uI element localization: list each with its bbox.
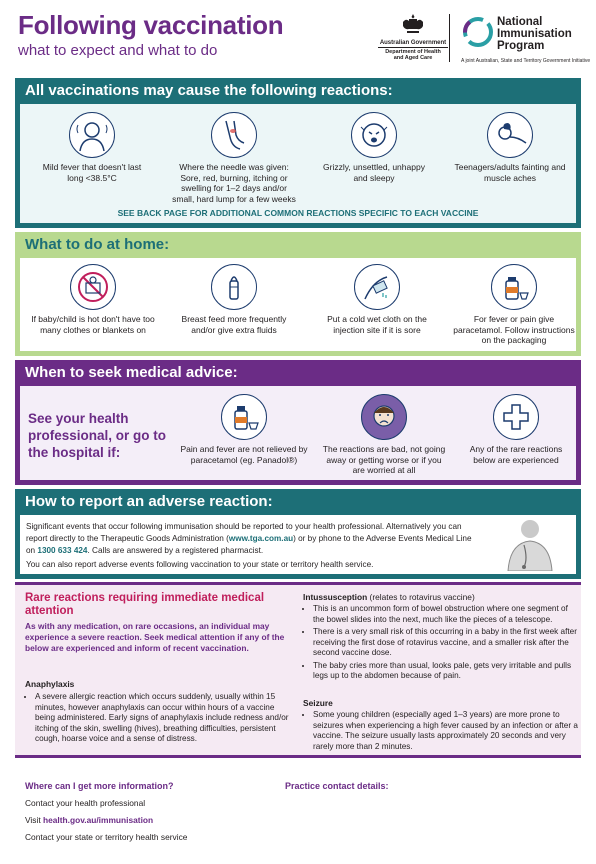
home-body <box>20 258 576 351</box>
anaphylaxis-list <box>25 692 293 747</box>
gov-line-1: Australian Government <box>379 40 447 46</box>
medical-item-worried <box>320 394 448 476</box>
health-gov-link[interactable]: health.gov.au/immunisation <box>43 815 154 825</box>
home-item-paracetamol <box>452 264 576 346</box>
intussusception-list <box>303 604 581 684</box>
rare-top-border <box>15 582 581 585</box>
logo-divider <box>449 14 450 62</box>
intussusception-point: • This is an uncommon form of bowel obstruction where one segment of the bowel slides into the next, much like the pieces of a telescope. <box>313 604 581 625</box>
rare-title: Rare reactions requiring immediate medical attention <box>25 592 265 617</box>
fainting-person-icon <box>487 112 533 158</box>
seizure-point: • Some young children (especially aged 1–3 years) are more prone to seizures when experiencing a high fever caused by an infection or after a vaccine. The seizure usually lasts approximately 20 seconds and very rarely more than 2 minutes. <box>313 710 581 752</box>
home-heading: What to do at home: <box>25 236 170 253</box>
practice-contact-heading: Practice contact details: <box>285 781 389 791</box>
rare-bottom-border <box>15 755 581 758</box>
more-info-heading: Where can I get more information? <box>25 781 174 791</box>
medical-panel <box>15 360 581 485</box>
reaction-fever-text: Mild fever that doesn't last long <38.5°C <box>42 162 142 183</box>
nip-line-3: Program <box>497 40 545 52</box>
info-contact-professional: Contact your health professional <box>25 798 146 808</box>
back-page-note: SEE BACK PAGE FOR ADDITIONAL COMMON REACTIONS SPECIFIC TO EACH VACCINE <box>117 208 479 218</box>
upset-child-icon <box>361 394 407 440</box>
report-paragraph-2: You can also report adverse events following vaccination to your state or territory health service. <box>26 560 374 569</box>
home-cold-cloth-text: Put a cold wet cloth on the injection site if it is sore <box>327 314 427 335</box>
medical-paracetamol-text: Pain and fever are not relieved by paracetamol (eg. Panadol®) <box>180 444 308 465</box>
medical-item-paracetamol <box>180 394 308 465</box>
home-item-fluids <box>170 264 298 335</box>
medical-item-rare <box>460 394 572 465</box>
arm-injection-icon <box>211 112 257 158</box>
australian-government-logo <box>378 14 448 61</box>
reaction-item-injection-site <box>170 112 298 204</box>
nip-logo-icon <box>462 16 494 48</box>
seizure-heading: Seizure <box>303 698 333 708</box>
tga-link[interactable]: www.tga.com.au <box>228 534 294 543</box>
cold-cloth-icon <box>354 264 400 310</box>
pharmacist-icon <box>498 515 562 571</box>
report-text-a: Significant events that occur following immunisation should be reported to your health professional. Alternatively you can report directly to the Therapeutic Goods Administration ( <box>26 522 462 543</box>
report-text <box>26 521 476 571</box>
reactions-panel <box>15 78 581 228</box>
report-text-b: ) or by phone to the Adverse Events Medical Line on <box>26 534 472 555</box>
reaction-fainting-text: Teenagers/adults fainting and muscle aches <box>454 162 566 183</box>
home-item-cold-cloth <box>312 264 442 335</box>
nip-line-2: Immunisation <box>497 28 572 40</box>
medical-body <box>20 386 576 480</box>
report-body <box>20 515 576 574</box>
info-visit-label: Visit <box>25 815 43 825</box>
crying-baby-icon <box>351 112 397 158</box>
adverse-events-phone[interactable]: 1300 633 424 <box>37 546 88 555</box>
no-blankets-icon <box>70 264 116 310</box>
nip-tagline: A joint Australian, State and Territory Government Initiative <box>461 58 591 64</box>
rare-reactions-section <box>15 582 581 758</box>
home-paracetamol-text: For fever or pain give paracetamol. Follow instructions on the packaging <box>453 314 575 345</box>
medical-heading: When to seek medical advice: <box>25 364 238 381</box>
intussusception-note: (relates to rotavirus vaccine) <box>369 592 475 602</box>
seek-help-prompt: See your health professional, or go to the hospital if: <box>28 411 167 460</box>
medical-worried-text: The reactions are bad, not going away or getting worse or if you are worried at all <box>322 444 446 475</box>
coat-of-arms-icon <box>400 14 426 36</box>
info-contact-state: Contact your state or territory health service <box>25 832 188 842</box>
medical-rare-text: Any of the rare reactions below are experienced <box>469 444 563 465</box>
reaction-item-grizzly <box>320 112 428 183</box>
home-clothes-text: If baby/child is hot don't have too many clothes or blankets on <box>31 314 155 335</box>
intussusception-heading <box>303 592 475 602</box>
fever-child-icon <box>69 112 115 158</box>
intussusception-point: • The baby cries more than usual, looks pale, gets very irritable and pulls legs up to the abdomen because of pain. <box>313 661 581 682</box>
reactions-heading: All vaccinations may cause the following reactions: <box>25 82 393 99</box>
home-fluids-text: Breast feed more frequently and/or give extra fluids <box>181 314 287 335</box>
page-subtitle: what to expect and what to do <box>18 42 218 59</box>
reactions-body <box>20 104 576 223</box>
rare-intro: As with any medication, on rare occasions, an individual may experience a severe reaction. Seek medical attention if any of the below are experienced and inform of recent vaccination. <box>25 621 285 653</box>
anaphylaxis-heading: Anaphylaxis <box>25 679 75 689</box>
intussusception-point: • There is a very small risk of this occurring in a baby in the first week after receiving the first dose of rotavirus vaccine, and a smaller risk after the second vaccine dose. <box>313 627 581 659</box>
home-panel <box>15 232 581 356</box>
reaction-item-fainting <box>450 112 570 183</box>
bottle-icon <box>211 264 257 310</box>
gov-line-3: and Aged Care <box>393 55 433 61</box>
nip-line-1: National <box>497 16 543 28</box>
gov-line-2: Department of Health <box>378 47 448 55</box>
medicine-icon <box>491 264 537 310</box>
seizure-list <box>303 710 581 754</box>
anaphylaxis-point: • A severe allergic reaction which occurs suddenly, usually within 15 minutes, however anaphylaxis can occur within hours of a vaccine being administered. Early signs of anaphylaxis include redness and/or itching of the skin, swelling (hives), breathing difficulties, persistent cough, hoarse voice and a sense of distress. <box>35 692 293 745</box>
reaction-grizzly-text: Grizzly, unsettled, unhappy and sleepy <box>323 162 425 183</box>
medicine-bottle-icon <box>221 394 267 440</box>
report-heading: How to report an adverse reaction: <box>25 493 273 510</box>
medical-cross-icon <box>493 394 539 440</box>
page-title: Following vaccination <box>18 10 284 40</box>
nip-logo-text <box>497 16 572 52</box>
report-paragraph-1 <box>26 521 476 557</box>
intussusception-title: Intussusception <box>303 592 368 602</box>
reaction-injection-text: Where the needle was given: Sore, red, burning, itching or swelling for 1–2 days and/or small, hard lump for a few weeks <box>172 162 296 204</box>
reaction-item-fever <box>38 112 146 183</box>
info-visit-website <box>25 815 153 825</box>
report-text-c: . Calls are answered by a registered pharmacist. <box>87 546 264 555</box>
home-item-clothes <box>28 264 158 335</box>
report-panel <box>15 489 581 579</box>
